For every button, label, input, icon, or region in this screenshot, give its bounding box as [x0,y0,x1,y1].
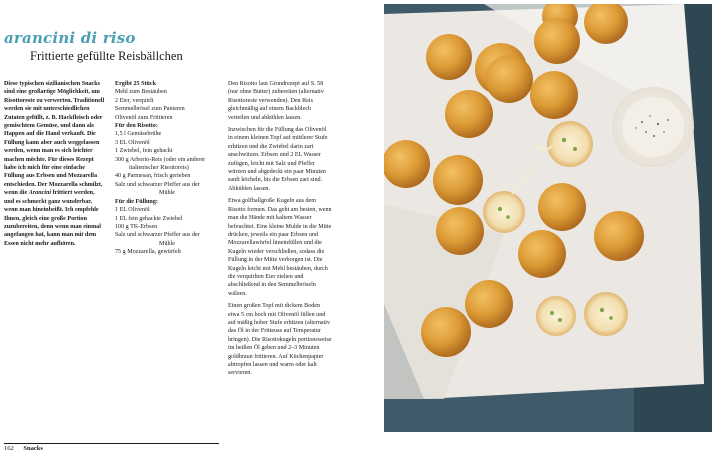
ingredient-item: 1 Zwiebel, fein gehackt [115,148,173,155]
food-photo [384,4,712,432]
ingredients-column [115,80,219,257]
ingredient-item: 1 EL Olivenöl [115,207,150,214]
page-footer [4,443,219,452]
ingredient-item: Salz und schwarzer Pfeffer aus der [115,181,200,188]
ingredient-item: 1,5 l Gemüsebrühe [115,131,162,138]
ingredient-item: Mühle [159,240,175,247]
method-column [228,80,332,382]
filling-heading: Für die Füllung: [115,198,158,205]
ingredient-item: 300 g Arborio-Reis (oder ein anderer [115,156,206,163]
method-step: Den Risotto laut Grundrezept auf S. 58 (nur ohne Butter) zubereiten (alternativ Risottoreste verwenden). Den Reis gleichmäßig auf einem Backblech verteilen und abkühlen lassen. [228,81,324,121]
ingredient-item: 40 g Parmesan, frisch gerieben [115,173,191,180]
recipe-title-german: Frittierte gefüllte Reisbällchen [30,49,183,63]
section-name: Snacks [23,445,43,452]
recipe-title-italian: arancini di riso [4,29,136,47]
ingredient-item: Mehl zum Bestäuben [115,89,167,96]
ingredient-item: Olivenöl zum Frittieren [115,114,173,121]
ingredient-item: italienischer Risottoreis) [129,165,189,172]
method-step: Einen großen Topf mit dickem Boden etwa 5 cm hoch mit Olivenöl füllen und auf mäßig hoher Stufe erhitzen (alternativ das Öl in der Fritteuse auf Temperatur bringen). Die Risottokugeln portionsweise im heißen Öl geben und 2–3 Minuten goldbraun frittieren. Auf Küchenpapier abtropfen lassen und warm oder kalt servieren. [228,303,332,377]
arancini-photo-illustration [384,4,712,432]
ingredient-item: 100 g TK-Erbsen [115,223,158,230]
ingredient-item: Salz und schwarzer Pfeffer aus der [115,232,200,239]
ingredient-item: Semmelbrösel zum Panieren [115,106,185,113]
risotto-heading: Für den Risotto: [115,123,158,130]
ingredient-item: Mühle [159,190,175,197]
yield-heading: Ergibt 25 Stück [115,81,156,87]
method-step: Inzwischen für die Füllung das Olivenöl in einem kleinen Topf auf mittlerer Stufe erhitzen und die Zwiebel darin zart anschwitzen. Erbsen und 2 EL Wasser zufügen, leicht mit Salz und Pfeffer würzen und abgedeckt ein paar Minuten sanft köcheln, bis die Erbsen zart sind. Abkühlen lassen. [228,127,328,192]
ingredient-item: 2 Eier, verquirlt [115,97,154,104]
ingredient-item: 3 EL Olivenöl [115,139,150,146]
ingredient-item: 75 g Mozzarella, gewürfelt [115,249,181,256]
page-number: 162 [4,445,14,452]
ingredient-item: 1 EL fein gehackte Zwiebel [115,215,183,222]
intro-column [4,80,106,252]
salt-bowl-inner [622,97,684,157]
method-step: Etwa golfballgroße Kugeln aus dem Risotto formen. Das geht am besten, wenn man die Hände mit kaltem Wasser befeuchtet. Eine kleine Mulde in die Mitte drücken, jeweils ein paar Erbsen und Mozzarellawürfel hineinfüllen und die Kugeln wieder verschließen, sodass die Füllung in der Mitte verborgen ist. Die Kugeln leicht mit Mehl bestäuben, durch die verquirlten Eier ziehen und abschließend in den Semmelbröseln wälzen. [228,198,332,297]
intro-text: Diese typischen sizilianischen Snacks sind eine großartige Möglichkeit, um Risottoreste zu verwerten. Traditionell werden sie mit unterschiedlichen Zutaten gefüllt, z. B. Hackfleisch oder gemischtem Gemüse, und dann als Happen auf die Hand verkauft. Die Füllung kann aber auch weggelassen werden, wenn man es sich leichter machen möchte. Für dieses Rezept habe ich mich für eine einfache Füllung aus Erbsen und Mozzarella entschieden. Der Mozzarella schmilzt, wenn die Arancini frittiert werden, und es schmeckt ganz wunderbar, wenn man hineinbeißt. Ich empfehle Ihnen, gleich eine große Portion zuzubereiten, denn wenn man einmal angefangen hat, kann man mit dem Essen nicht mehr aufhören. [4,81,105,247]
